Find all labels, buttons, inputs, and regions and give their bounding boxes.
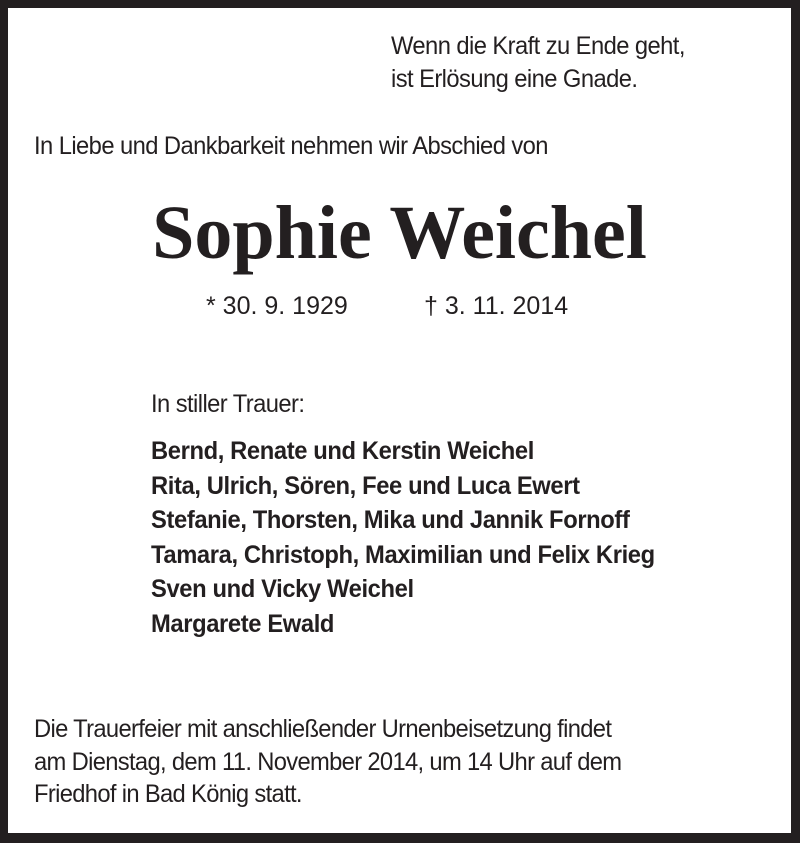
mourners-list [151,434,655,641]
intro-text: In Liebe und Dankbarkeit nehmen wir Abschied von [34,132,548,160]
motto-quote [391,30,685,96]
service-info [34,713,621,811]
mourner-line: Stefanie, Thorsten, Mika und Jannik Fornoff [151,506,630,534]
mourner-line: Margarete Ewald [151,609,335,638]
service-line: Die Trauerfeier mit anschließender Urnenbeisetzung findet [34,715,612,743]
mourning-label: In stiller Trauer: [151,390,305,418]
birth-date: * 30. 9. 1929 [206,292,348,320]
mourner-line: Bernd, Renate und Kerstin Weichel [151,437,534,465]
service-line: am Dienstag, dem 11. November 2014, um 14 Uhr auf dem [34,747,622,776]
mourner-line: Sven und Vicky Weichel [151,575,414,603]
motto-line: Wenn die Kraft zu Ende geht, [391,32,685,60]
obituary-notice [8,8,791,833]
death-date: † 3. 11. 2014 [424,292,569,320]
service-line: Friedhof in Bad König statt. [34,780,302,808]
mourner-line: Rita, Ulrich, Sören, Fee und Luca Ewert [151,471,580,500]
deceased-name: Sophie Weichel [152,191,647,275]
mourner-line: Tamara, Christoph, Maximilian und Felix Krieg [151,540,655,569]
motto-line: ist Erlösung eine Gnade. [391,65,638,93]
